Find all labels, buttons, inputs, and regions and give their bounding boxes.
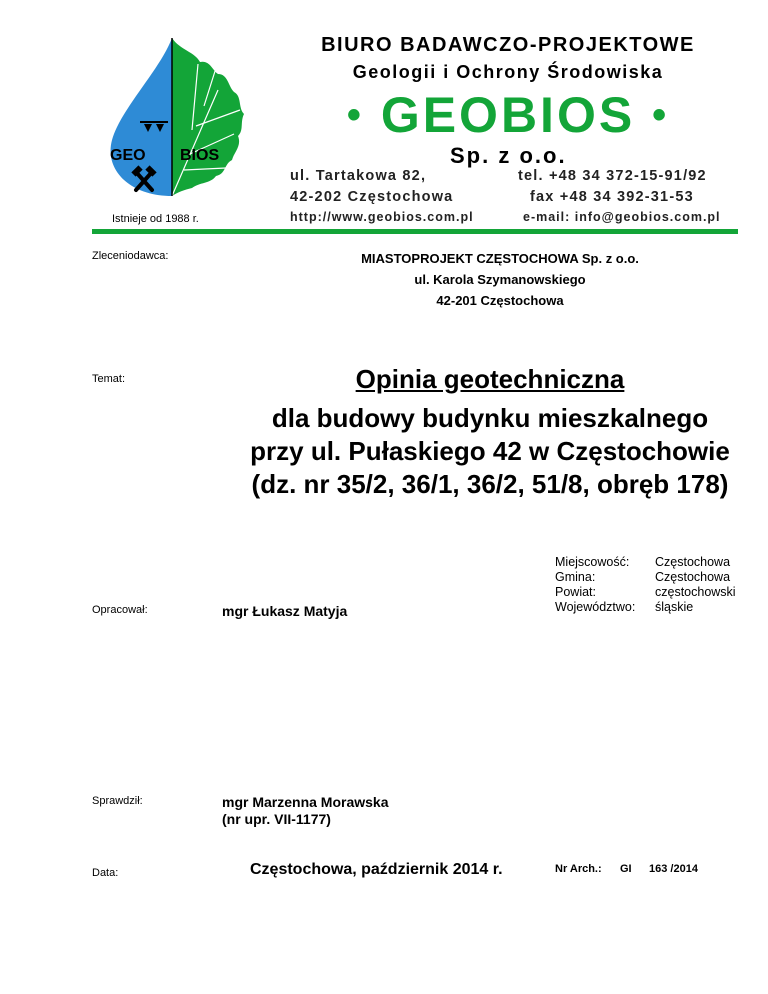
header-line-2: Geologii i Ochrony Środowiska [352,62,664,82]
checker-label: Sprawdził: [92,795,143,807]
company-phone: tel. +48 34 372-15-91/92 [518,168,707,184]
brand-text: GEOBIOS [380,87,636,143]
client-block [300,248,700,311]
location-key: Gmina: [555,570,596,584]
since-note: Istnieje od 1988 r. [112,213,199,225]
company-street: ul. Tartakowa 82, [290,168,427,184]
place-and-date: Częstochowa, październik 2014 r. [250,861,503,878]
topic-description [200,402,768,501]
company-fax: fax +48 34 392-31-53 [530,189,694,205]
topic-label: Temat: [92,373,126,385]
client-street: ul. Karola Szymanowskiego [414,272,586,287]
archive-prefix: GI [620,863,632,875]
author-name: mgr Łukasz Matyja [222,603,348,619]
location-value: śląskie [655,600,694,614]
water-drop-shape [111,38,172,196]
archive-number: 163 /2014 [649,863,698,875]
document-title: Opinia geotechniczna [355,364,625,394]
location-values [655,555,736,615]
checker-license: (nr upr. VII-1177) [222,811,331,827]
location-value: częstochowski [655,585,736,599]
logo-bios-text: BIOS [180,147,220,164]
author-label: Opracował: [92,604,148,616]
header-divider [92,229,738,234]
archive-label: Nr Arch.: [555,863,602,875]
topic-line-2: przy ul. Pułaskiego 42 w Częstochowie [250,436,730,466]
checker-block [222,794,389,828]
location-value: Częstochowa [655,570,731,584]
company-email[interactable]: e-mail: info@geobios.com.pl [523,210,721,224]
brand-dot-right: • [652,93,670,137]
company-city: 42-202 Częstochowa [290,189,454,205]
company-form: Sp. z o.o. [450,143,567,168]
location-key: Miejscowość: [555,555,630,569]
brand-dot-left: • [346,93,364,137]
client-city: 42-201 Częstochowa [436,293,564,308]
date-label: Data: [92,867,119,879]
location-key: Województwo: [555,600,636,614]
header-line-1: BIURO BADAWCZO-PROJEKTOWE [321,34,695,56]
client-name: MIASTOPROJEKT CZĘSTOCHOWA Sp. z o.o. [361,251,639,266]
location-key: Powiat: [555,585,596,599]
logo-geo-text: GEO [110,147,146,164]
checker-name: mgr Marzenna Morawska [222,794,389,810]
location-keys [555,555,635,615]
topic-line-1: dla budowy budynku mieszkalnego [271,403,709,433]
geobios-logo [100,30,245,200]
brand-name [258,84,758,150]
company-website[interactable]: http://www.geobios.com.pl [290,210,474,224]
topic-line-3: (dz. nr 35/2, 36/1, 36/2, 51/8, obręb 178) [251,469,729,499]
client-label: Zleceniodawca: [92,250,169,262]
location-value: Częstochowa [655,555,731,569]
